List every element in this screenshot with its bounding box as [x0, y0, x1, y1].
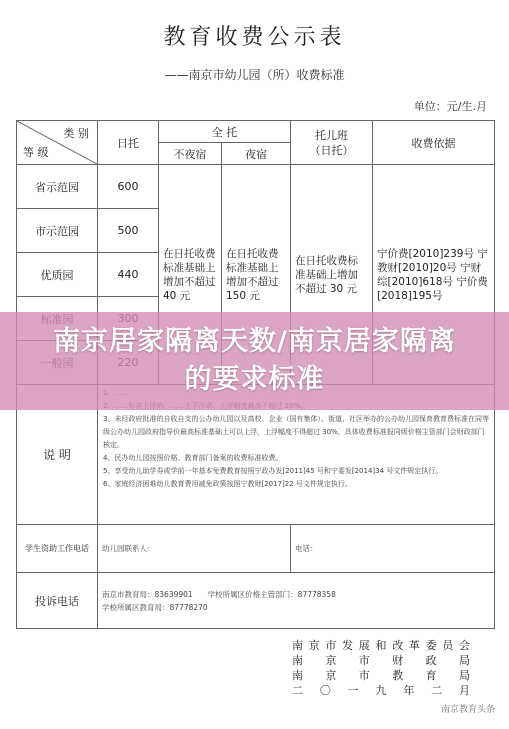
level-cell: 市示范园: [17, 209, 98, 253]
category-label: 类 别: [63, 127, 89, 140]
aid-contact: 幼儿园联系人：: [98, 525, 291, 573]
overnight-header: 夜宿: [222, 143, 291, 165]
aid-phone-label: 学生资助工作电话: [17, 525, 98, 573]
overnight-note: 在日托收费标准基础上增加不超过 150 元: [222, 165, 291, 385]
no-overnight-note: 在日托收费标准基础上增加不超过 40 元: [159, 165, 222, 385]
aid-phone: 电话：: [291, 525, 495, 573]
fee-cell: 500: [98, 209, 159, 253]
no-overnight-header: 不夜宿: [159, 143, 222, 165]
watermark: 南京教育头条: [440, 705, 495, 715]
signatories-block: [292, 638, 470, 698]
complaint-phone-label: 投诉电话: [17, 573, 98, 629]
explanation-label: 说 明: [17, 385, 98, 525]
category-header-cell: [17, 121, 98, 165]
full-care-header: 全 托: [159, 121, 291, 143]
signatory-finance: 南京市财政局: [292, 654, 470, 667]
level-cell: 省示范园: [17, 165, 98, 209]
document-title: 教育收费公示表: [163, 25, 346, 50]
signatory-education: 南京市教育局: [292, 669, 470, 682]
nursery-note: 在日托收费标准基础上增加不超过 30 元: [291, 165, 373, 385]
headline-text: 南京居家隔离天数/南京居家隔离的要求标准: [53, 326, 456, 395]
basis-header: 收费依据: [373, 121, 495, 165]
explanation-text: 3、未经政府批准的自收自支的公办幼儿园以及高校、企业（国有集体）、街道、社区举办的公办幼儿园保育教育费标准在同等级公办幼儿园政府指导价最高标准基础上可以上浮，上浮幅度不得超过 30%，具体收费标准报同级价格主管部门会财政部门核定。 4、民办幼儿园按照价格、教育部门备案的收费标准收费。 5、享受幼儿助学券或学前一年基本免费教育按照宁政办发[2011]45 号和宁委发[2014]34 号文件规定执行。 6、家庭经济困难幼儿教育费用减免政策按照宁教财[2017]22 号文件规定执行。: [98, 385, 495, 525]
fee-cell: 440: [98, 253, 159, 297]
basis-note: 宁价费[2010]239号 宁教财[2010]20号 宁财综[2010]618号 宁价费[2018]195号: [373, 165, 495, 385]
level-label: 等 级: [23, 146, 49, 159]
nursery-header: 托儿班 （日托）: [291, 121, 373, 165]
fee-cell: 600: [98, 165, 159, 209]
day-care-header: 日托: [98, 121, 159, 165]
headline-banner: [0, 312, 509, 410]
complaint-phone-list: 南京市教育局：83639901 学校所属区价格主管部门：87778358 学校所属区教育局：87778270: [98, 573, 495, 629]
signatory-ndrc: 南京市发展和改革委员会: [292, 639, 470, 652]
sign-date: 二〇一九年二月: [292, 684, 470, 697]
unit-label: 单位：元/生.月: [413, 100, 487, 113]
document-subtitle: ——南京市幼儿园（所）收费标准: [164, 68, 345, 82]
level-cell: 优质园: [17, 253, 98, 297]
